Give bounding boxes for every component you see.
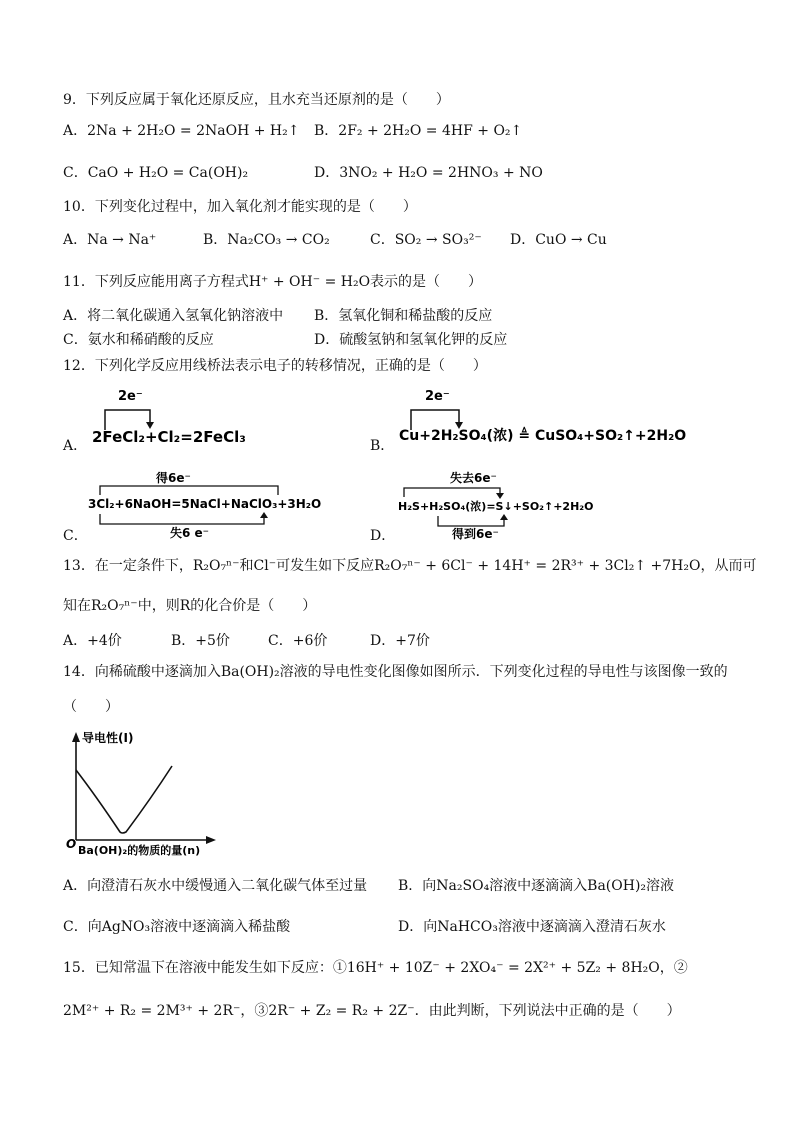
q11-option-c: C．氨水和稀硝酸的反应	[63, 332, 214, 348]
q11-option-a: A．将二氧化碳通入氢氧化钠溶液中	[63, 308, 284, 324]
q15-stem-line1: 15．已知常温下在溶液中能发生如下反应：①16H⁺ + 10Z⁻ + 2XO₄⁻ = 2X²⁺ + 5Z₂ + 8H₂O，②	[63, 960, 688, 976]
q12-option-c: C．	[63, 528, 88, 544]
electron-transfer-diagram-d	[396, 466, 606, 546]
q13-option-c: C．+6价	[268, 633, 328, 649]
q12-stem: 12．下列化学反应用线桥法表示电子的转移情况，正确的是（ ）	[63, 358, 487, 374]
q13-option-b: B．+5价	[171, 633, 230, 649]
q15-stem-line2: 2M²⁺ + R₂ = 2M³⁺ + 2R⁻，③2R⁻ + Z₂ = R₂ + 2Z⁻．由此判断，下列说法中正确的是（ ）	[63, 1003, 681, 1019]
q10-option-a: A．Na → Na⁺	[63, 232, 157, 248]
equation: 2FeCl₂+Cl₂=2FeCl₃	[92, 428, 246, 446]
electron-transfer-diagram-b	[397, 384, 697, 450]
q12-option-a: A．	[63, 438, 88, 454]
loss-label: 失去6e⁻	[450, 471, 497, 485]
q13-stem-line2: 知在R₂O₇ⁿ⁻中，则R的化合价是（ ）	[63, 598, 317, 614]
q14-option-a: A．向澄清石灰水中缓慢通入二氧化碳气体至过量	[63, 878, 368, 894]
gain-label: 得到6e⁻	[452, 527, 499, 541]
q9-stem: 9．下列反应属于氧化还原反应，且水充当还原剂的是（ ）	[63, 92, 450, 108]
q10-option-d: D．CuO → Cu	[510, 232, 607, 248]
q9-option-c: C．CaO + H₂O = Ca(OH)₂	[63, 165, 249, 181]
q12-option-b: B．	[370, 438, 395, 454]
conductivity-curve	[76, 766, 172, 833]
q10-stem: 10．下列变化过程中，加入氧化剂才能实现的是（ ）	[63, 199, 417, 215]
q11-option-b: B．氢氧化铜和稀盐酸的反应	[314, 308, 493, 324]
equation: H₂S+H₂SO₄(浓)=S↓+SO₂↑+2H₂O	[398, 500, 594, 513]
q14-stem-line1: 14．向稀硫酸中逐滴加入Ba(OH)₂溶液的导电性变化图像如图所示．下列变化过程的导电性与该图像一致的	[63, 664, 728, 680]
q14-option-c: C．向AgNO₃溶液中逐滴滴入稀盐酸	[63, 919, 291, 935]
equation: Cu+2H₂SO₄(浓) ≜ CuSO₄+SO₂↑+2H₂O	[399, 428, 687, 444]
q14-stem-line2: （ ）	[63, 699, 119, 715]
equation: 3Cl₂+6NaOH=5NaCl+NaClO₃+3H₂O	[88, 497, 322, 511]
q12-option-d: D．	[370, 528, 396, 544]
q13-option-a: A．+4价	[63, 633, 122, 649]
q13-stem-line1: 13．在一定条件下，R₂O₇ⁿ⁻和Cl⁻可发生如下反应R₂O₇ⁿ⁻ + 6Cl⁻ + 14H⁺ = 2R³⁺ + 3Cl₂↑ +7H₂O，从而可	[63, 558, 757, 574]
q10-option-c: C．SO₂ → SO₃²⁻	[370, 232, 482, 248]
q14-option-b: B．向Na₂SO₄溶液中逐滴滴入Ba(OH)₂溶液	[398, 878, 675, 894]
conductivity-graph	[62, 728, 222, 858]
origin-label: O	[66, 837, 77, 851]
x-axis-label: Ba(OH)₂的物质的量(n)	[78, 844, 201, 857]
q11-stem: 11．下列反应能用离子方程式H⁺ + OH⁻ = H₂O表示的是（ ）	[63, 274, 483, 290]
q9-option-b: B．2F₂ + 2H₂O = 4HF + O₂↑	[314, 123, 523, 139]
transfer-label: 2e⁻	[118, 389, 143, 404]
transfer-label: 2e⁻	[425, 389, 450, 404]
q9-option-a: A．2Na + 2H₂O = 2NaOH + H₂↑	[63, 123, 300, 139]
q9-option-d: D．3NO₂ + H₂O = 2HNO₃ + NO	[314, 165, 543, 181]
loss-label: 失6 e⁻	[170, 526, 210, 540]
q10-option-b: B．Na₂CO₃ → CO₂	[203, 232, 330, 248]
q13-option-d: D．+7价	[370, 633, 430, 649]
gain-label: 得6e⁻	[156, 471, 191, 485]
q14-option-d: D．向NaHCO₃溶液中逐滴滴入澄清石灰水	[398, 919, 666, 935]
q11-option-d: D．硫酸氢钠和氢氧化钾的反应	[314, 332, 508, 348]
electron-transfer-diagram-c	[86, 462, 344, 542]
electron-transfer-diagram-a	[88, 384, 268, 450]
y-axis-label: 导电性(I)	[82, 731, 134, 745]
